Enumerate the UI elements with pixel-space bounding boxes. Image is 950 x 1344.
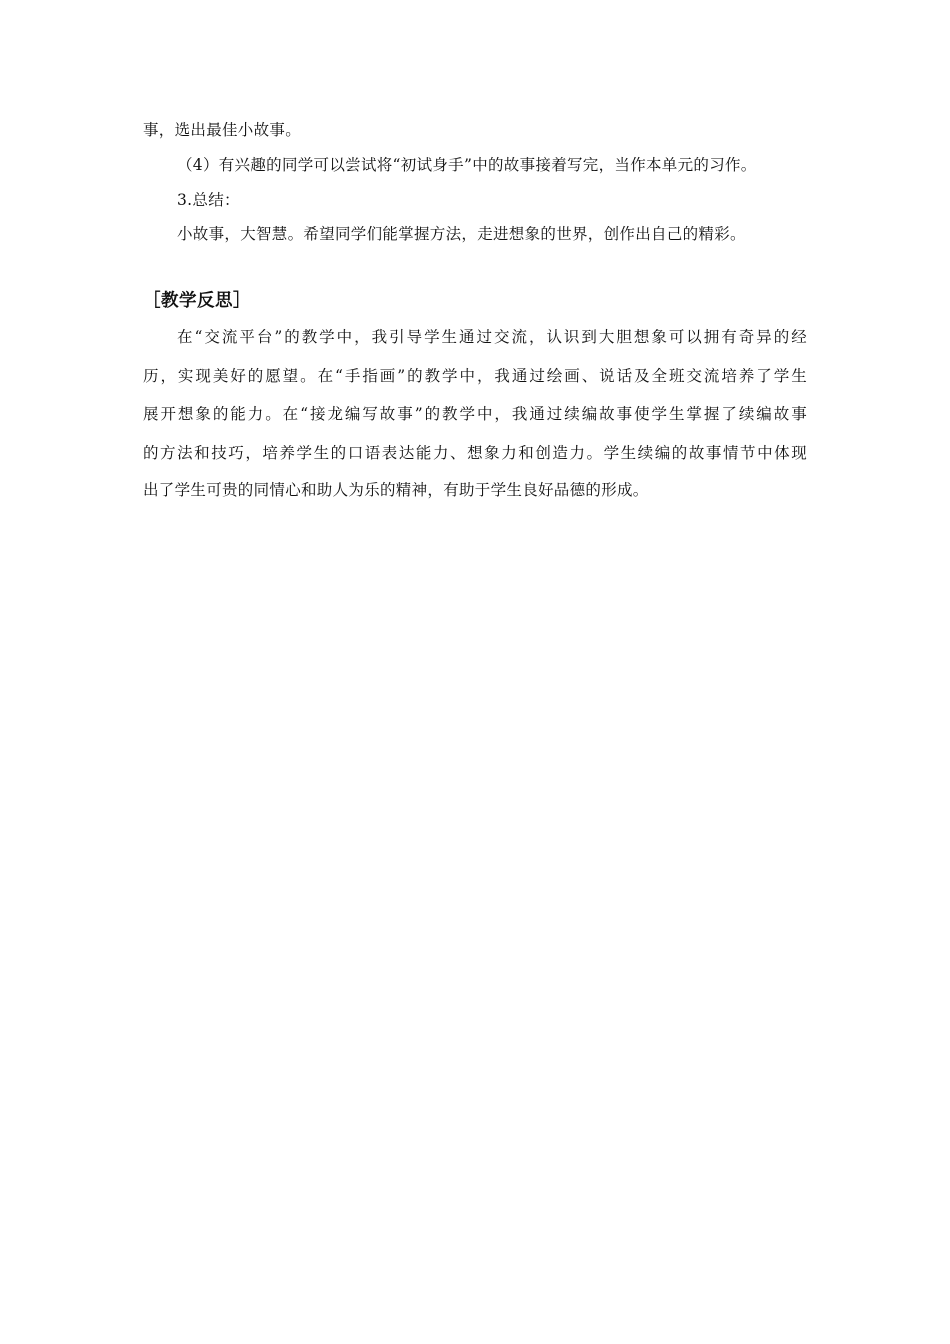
- reflection-heading: ［教学反思］: [143, 291, 251, 311]
- reflection-line: 在“交流平台”的教学中，我引导学生通过交流，认识到大胆想象可以拥有奇异的经: [177, 328, 807, 346]
- section-summary-label: 3.总结：: [177, 191, 240, 209]
- paragraph-continuation: 事，选出最佳小故事。: [143, 121, 302, 139]
- paragraph-item-4: （4）有兴趣的同学可以尝试将“初试身手”中的故事接着写完，当作本单元的习作。: [177, 156, 757, 174]
- summary-paragraph: 小故事，大智慧。希望同学们能掌握方法，走进想象的世界，创作出自己的精彩。: [177, 225, 746, 243]
- reflection-line: 出了学生可贵的同情心和助人为乐的精神，有助于学生良好品德的形成。: [143, 481, 649, 499]
- reflection-line: 的方法和技巧，培养学生的口语表达能力、想象力和创造力。学生续编的故事情节中体现: [143, 444, 807, 462]
- reflection-line: 展开想象的能力。在“接龙编写故事”的教学中，我通过续编故事使学生掌握了续编故事: [143, 405, 807, 423]
- reflection-line: 历，实现美好的愿望。在“手指画”的教学中，我通过绘画、说话及全班交流培养了学生: [143, 367, 807, 385]
